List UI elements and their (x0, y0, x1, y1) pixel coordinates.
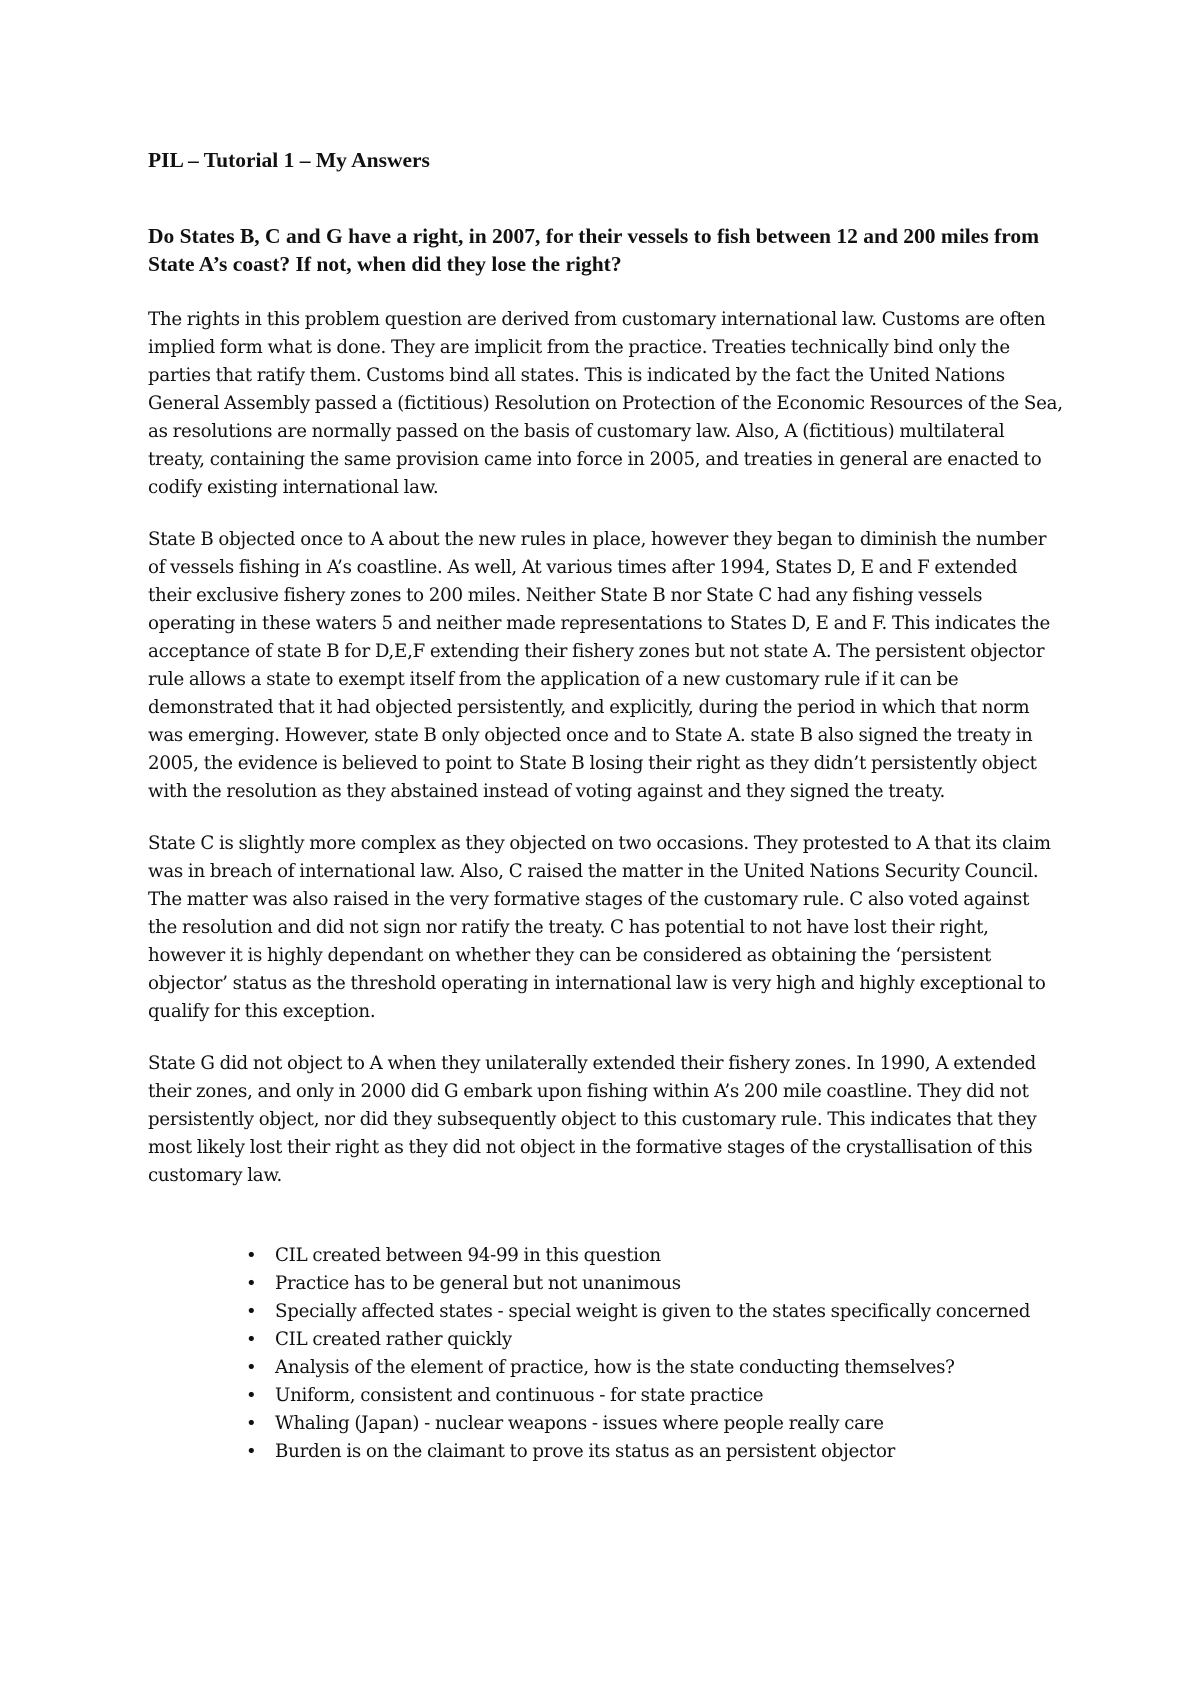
paragraph-state-g: State G did not object to A when they unilaterally extended their fishery zones. In 1990, A extended their zones, and only in 2000 did G embark upon fishing within A’s 200 mile coastline. They did not persistently object, nor did they subsequently object to this customary rule. This indicates that they most likely lost their right as they did not object in the formative stages of the crystallisation of this customary law. (148, 1053, 1037, 1186)
bullet-icon: • (246, 1245, 257, 1266)
bullet-item (148, 1354, 1063, 1382)
bullet-icon: • (246, 1273, 257, 1294)
bullet-item (148, 1270, 1063, 1298)
bullet-text: Analysis of the element of practice, how is the state conducting themselves? (275, 1357, 955, 1378)
paragraph-state-b: State B objected once to A about the new rules in place, however they began to diminish the number of vessels fishing in A’s coastline. As well, At various times after 1994, States D, E and F extended their exclusive fishery zones to 200 miles. Neither State B nor State C had any fishing vessels operating in these waters 5 and neither made representations to States D, E and F. This indicates the acceptance of state B for D,E,F extending their fishery zones but not state A. The persistent objector rule allows a state to exempt itself from the application of a new customary rule if it can be demonstrated that it had objected persistently, and explicitly, during the period in which that norm was emerging. However, state B only objected once and to State A. state B also signed the treaty in 2005, the evidence is believed to point to State B losing their right as they didn’t persistently object with the resolution as they abstained instead of voting against and they signed the treaty. (148, 529, 1051, 802)
bullet-icon: • (246, 1301, 257, 1322)
bullet-icon: • (246, 1413, 257, 1434)
bullet-text: CIL created rather quickly (275, 1329, 512, 1350)
notes-bullet-list (148, 1242, 1063, 1466)
paragraph-customary-law: The rights in this problem question are derived from customary international law. Customs are often implied form what is done. They are implicit from the practice. Treaties technically bind only the parties that ratify them. Customs bind all states. This is indicated by the fact the United Nations General Assembly passed a (fictitious) Resolution on Protection of the Economic Resources of the Sea, as resolutions are normally passed on the basis of customary law. Also, A (fictitious) multilateral treaty, containing the same provision came into force in 2005, and treaties in general are enacted to codify existing international law. (148, 309, 1063, 498)
bullet-text: Specially affected states - special weight is given to the states specifically concerned (275, 1301, 1031, 1322)
bullet-icon: • (246, 1385, 257, 1406)
bullet-item (148, 1298, 1063, 1326)
document-body (148, 146, 1063, 1466)
bullet-icon: • (246, 1329, 257, 1350)
bullet-icon: • (246, 1441, 257, 1462)
bullet-item (148, 1410, 1063, 1438)
bullet-text: Burden is on the claimant to prove its status as an persistent objector (275, 1441, 896, 1462)
document-title: PIL – Tutorial 1 – My Answers (148, 148, 430, 172)
bullet-text: Uniform, consistent and continuous - for state practice (275, 1385, 764, 1406)
bullet-item (148, 1242, 1063, 1270)
bullet-item (148, 1382, 1063, 1410)
bullet-text: CIL created between 94-99 in this question (275, 1245, 661, 1266)
bullet-text: Practice has to be general but not unanimous (275, 1273, 681, 1294)
bullet-item (148, 1326, 1063, 1354)
paragraph-state-c: State C is slightly more complex as they objected on two occasions. They protested to A that its claim was in breach of international law. Also, C raised the matter in the United Nations Security Council. The matter was also raised in the very formative stages of the customary rule. C also voted against the resolution and did not sign nor ratify the treaty. C has potential to not have lost their right, however it is highly dependant on whether they can be considered as obtaining the ‘persistent objector’ status as the threshold operating in international law is very high and highly exceptional to qualify for this exception. (148, 833, 1051, 1022)
bullet-item (148, 1438, 1063, 1466)
bullet-text: Whaling (Japan) - nuclear weapons - issues where people really care (275, 1413, 884, 1434)
bullet-icon: • (246, 1357, 257, 1378)
question-heading: Do States B, C and G have a right, in 2007, for their vessels to fish between 12 and 200 miles from State A’s coast? If not, when did they lose the right? (148, 224, 1040, 276)
